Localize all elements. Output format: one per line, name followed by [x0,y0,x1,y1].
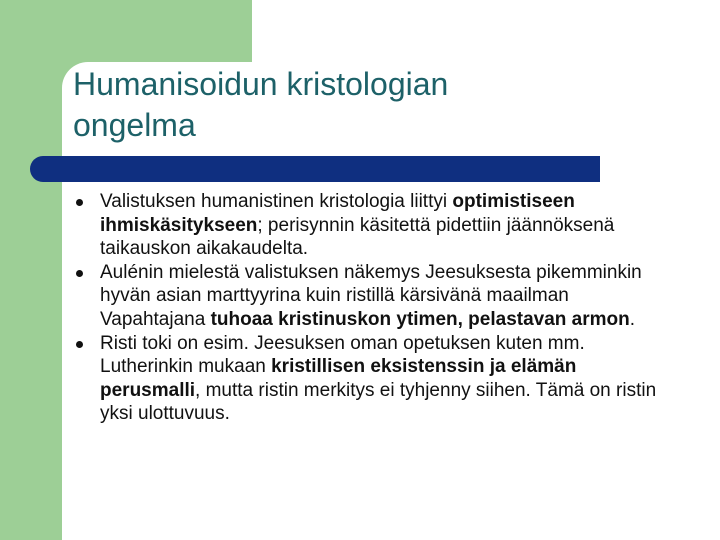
bullet-text-segment: Risti toki on esim. Jeesuksen oman opetuksen kuten mm. Lutherinkin mukaan [100,332,585,378]
title-line-1: Humanisoidun kristologian [73,66,449,102]
bullet-dot-icon [76,341,83,348]
bullet-list [76,190,676,426]
title-line-2: ongelma [73,107,196,143]
bullet-item-3 [76,332,676,426]
bullet-text-emphasis: tuhoaa kristinuskon ytimen, pelastavan armon [210,308,630,330]
bullet-dot-icon [76,199,83,206]
slide-title [73,64,633,146]
bullet-text-emphasis: kristillisen eksistenssin ja elämän perusmalli [100,356,577,401]
bullet-text-segment: Valistuksen humanistinen kristologia liittyi [100,191,453,212]
bullet-text-segment: . [629,308,636,330]
bullet-text-emphasis: optimistiseen ihmiskäsitykseen [100,191,575,236]
bullet-item-1 [76,190,676,261]
bullet-text-segment: ; perisynnin käsitettä pidettiin jäännöksenä taikauskon aikakaudelta. [100,214,615,260]
bullet-text-segment: Aulénin mielestä valistuksen näkemys Jeesuksesta pikemminkin hyvän asian marttyyrina kuin ristillä kärsivänä maailman Vapahtajana [100,261,642,330]
bullet-dot-icon [76,270,83,277]
bullet-item-2 [76,261,676,332]
title-divider-bar [30,156,600,182]
bullet-text-segment: , mutta ristin merkitys ei tyhjenny siihen. Tämä on ristin yksi ulottuvuus. [100,379,657,425]
